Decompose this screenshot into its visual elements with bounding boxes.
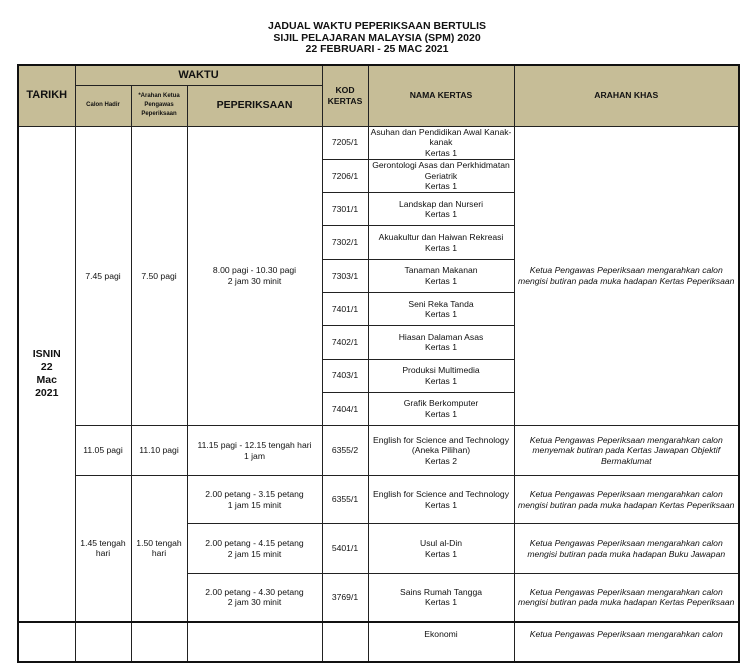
paper-code: 7404/1 (331, 403, 359, 414)
paper-code: 7403/1 (331, 370, 359, 381)
paper-number: Kertas 1 (424, 209, 457, 220)
arahan-ketua-cell (131, 476, 187, 622)
paper-name: Hiasan Dalaman Asas (398, 331, 484, 342)
paper-code-cell (322, 193, 368, 226)
table-row (18, 426, 739, 476)
paper-name: Seni Reka Tanda (408, 298, 474, 309)
paper-name-cell (368, 126, 514, 159)
arahan-ketua: 7.50 pagi (141, 270, 177, 281)
title-dates: 22 FEBRUARI - 25 MAC 2021 (305, 43, 449, 55)
header-peperiksaan: PEPERIKSAAN (187, 85, 322, 126)
paper-code: 7205/1 (331, 137, 359, 148)
paper-name-cell (368, 259, 514, 292)
paper-code: 3769/1 (331, 592, 359, 603)
special-instruction: Ketua Pengawas Peperiksaan mengarahkan calon menyemak butiran pada Kertas Jawapan Objektif Bermaklumat (529, 434, 723, 466)
paper-name-cell (368, 476, 514, 524)
exam-time-duration: 2 jam 30 minit (227, 597, 282, 608)
header-waktu: WAKTU (75, 65, 322, 85)
special-instruction-cell (514, 574, 739, 622)
paper-name-cell (368, 392, 514, 425)
paper-name-cell (368, 426, 514, 476)
calon-hadir-cell (75, 476, 131, 622)
date-year: 2021 (35, 386, 59, 399)
exam-time: 11.15 pagi - 12.15 tengah hari (197, 440, 312, 451)
paper-name: Grafik Berkomputer (403, 398, 479, 409)
header-tarikh: TARIKH (18, 65, 75, 126)
exam-time-cell (187, 426, 322, 476)
paper-name-cell (368, 359, 514, 392)
special-instruction-cell (514, 126, 739, 426)
paper-code: 7302/1 (331, 237, 359, 248)
paper-code: 6355/2 (331, 445, 359, 456)
paper-code: 7303/1 (331, 270, 359, 281)
paper-name-cell (368, 193, 514, 226)
paper-name: Produksi Multimedia (402, 365, 480, 376)
special-instruction-cell (514, 622, 739, 662)
table-row (18, 622, 739, 662)
exam-time: 2.00 petang - 3.15 petang (205, 489, 304, 500)
table-row (18, 126, 739, 159)
paper-name: Akuakultur dan Haiwan Rekreasi (378, 231, 504, 242)
exam-time-duration: 1 jam 15 minit (227, 499, 282, 510)
header-nama: NAMA KERTAS (368, 65, 514, 126)
paper-name: English for Science and Technology (373, 434, 509, 445)
special-instruction: Ketua Pengawas Peperiksaan mengarahkan calon mengisi butiran pada muka hadapan Buku Jawapan (527, 538, 726, 559)
paper-number: Kertas 1 (424, 597, 457, 608)
header-calon-hadir: Calon Hadir (75, 85, 131, 126)
title-line: JADUAL WAKTU PEPERIKSAAN BERTULIS (268, 20, 486, 32)
paper-code: 7402/1 (331, 337, 359, 348)
paper-code-cell (322, 359, 368, 392)
arahan-ketua-cell (131, 426, 187, 476)
paper-name-cell (368, 226, 514, 259)
table-row (18, 476, 739, 524)
calon-hadir: 7.45 pagi (85, 270, 121, 281)
paper-code-cell (322, 426, 368, 476)
paper-code-cell (322, 622, 368, 662)
header-kod: KOD KERTAS (322, 65, 368, 126)
date-day: ISNIN (32, 347, 61, 360)
document-title (0, 21, 754, 56)
calon-hadir-cell (75, 426, 131, 476)
paper-number: Kertas 1 (424, 309, 457, 320)
special-instruction-cell (514, 476, 739, 524)
paper-number: Kertas 1 (424, 375, 457, 386)
paper-code-cell (322, 392, 368, 425)
exam-time-duration: 1 jam (243, 450, 265, 461)
paper-number: Kertas 1 (424, 181, 457, 192)
exam-time: 8.00 pagi - 10.30 pagi (212, 265, 297, 276)
paper-code: 6355/1 (331, 494, 359, 505)
special-instruction: Ketua Pengawas Peperiksaan mengarahkan calon mengisi butiran pada muka hadapan Kertas Peperiksaan (518, 489, 735, 510)
paper-name: Tanaman Makanan (404, 265, 478, 276)
exam-timetable (17, 64, 740, 663)
arahan-ketua: 1.50 tengah hari (136, 537, 182, 559)
exam-time: 2.00 petang - 4.30 petang (205, 586, 304, 597)
paper-name-cell (368, 524, 514, 574)
empty-cell (75, 622, 131, 662)
exam-time-cell (187, 126, 322, 426)
calon-hadir: 1.45 tengah hari (80, 537, 126, 559)
paper-code-cell (322, 476, 368, 524)
paper-number: Kertas 1 (424, 275, 457, 286)
arahan-ketua: 11.10 pagi (139, 445, 179, 456)
paper-name: English for Science and Technology (373, 489, 509, 500)
calon-hadir: 11.05 pagi (83, 445, 123, 456)
exam-time-duration: 2 jam 30 minit (227, 275, 282, 286)
empty-cell (18, 622, 75, 662)
paper-name: Ekonomi (424, 628, 458, 639)
paper-name: Gerontologi Asas dan Perkhidmatan Geriatrik (372, 160, 510, 181)
special-instruction: Ketua Pengawas Peperiksaan mengarahkan calon mengisi butiran pada muka hadapan Kertas Peperiksaan (518, 265, 735, 286)
date-num: 22 (40, 360, 53, 373)
paper-name: Usul al-Din (419, 538, 463, 549)
paper-code: 7301/1 (331, 203, 359, 214)
paper-number: Kertas 1 (424, 409, 457, 420)
arahan-ketua-cell (131, 126, 187, 426)
paper-code-cell (322, 159, 368, 192)
paper-number: Kertas 1 (424, 242, 457, 253)
paper-name-cell (368, 574, 514, 622)
header-arahan-khas: ARAHAN KHAS (514, 65, 739, 126)
empty-cell (187, 622, 322, 662)
paper-code-cell (322, 126, 368, 159)
exam-time: 2.00 petang - 4.15 petang (205, 538, 304, 549)
paper-name-cell (368, 622, 514, 662)
paper-name: Sains Rumah Tangga (399, 586, 482, 597)
paper-name-cell (368, 159, 514, 192)
special-instruction-cell (514, 426, 739, 476)
paper-code-cell (322, 292, 368, 325)
exam-time-duration: 2 jam 15 minit (227, 548, 282, 559)
paper-number: Kertas 1 (424, 548, 457, 559)
paper-name: Asuhan dan Pendidikan Awal Kanak-kanak (370, 126, 512, 148)
paper-name-cell (368, 326, 514, 359)
paper-code-cell (322, 259, 368, 292)
paper-code: 7401/1 (331, 303, 359, 314)
header-arahan-ketua: *Arahan Ketua Pengawas Peperiksaan (131, 85, 187, 126)
paper-code-cell (322, 226, 368, 259)
calon-hadir-cell (75, 126, 131, 426)
paper-variant: (Aneka Pilihan) (411, 445, 471, 456)
paper-name: Landskap dan Nurseri (398, 198, 484, 209)
paper-code: 5401/1 (331, 543, 359, 554)
exam-time-cell (187, 524, 322, 574)
paper-number: Kertas 1 (424, 342, 457, 353)
exam-time-cell (187, 574, 322, 622)
exam-time-cell (187, 476, 322, 524)
paper-number: Kertas 2 (424, 455, 457, 466)
paper-code: 7206/1 (331, 170, 359, 181)
special-instruction-cell (514, 524, 739, 574)
title-line: SIJIL PELAJARAN MALAYSIA (SPM) 2020 (273, 31, 481, 44)
paper-number: Kertas 1 (424, 147, 457, 158)
paper-number: Kertas 1 (424, 499, 457, 510)
special-instruction: Ketua Pengawas Peperiksaan mengarahkan calon mengisi butiran pada muka hadapan Kertas Peperiksaan (518, 586, 735, 608)
special-instruction: Ketua Pengawas Peperiksaan mengarahkan calon (529, 628, 723, 639)
paper-code-cell (322, 574, 368, 622)
empty-cell (131, 622, 187, 662)
paper-code-cell (322, 326, 368, 359)
paper-name-cell (368, 292, 514, 325)
date-month: Mac (36, 373, 57, 386)
date-cell (18, 126, 75, 622)
paper-code-cell (322, 524, 368, 574)
